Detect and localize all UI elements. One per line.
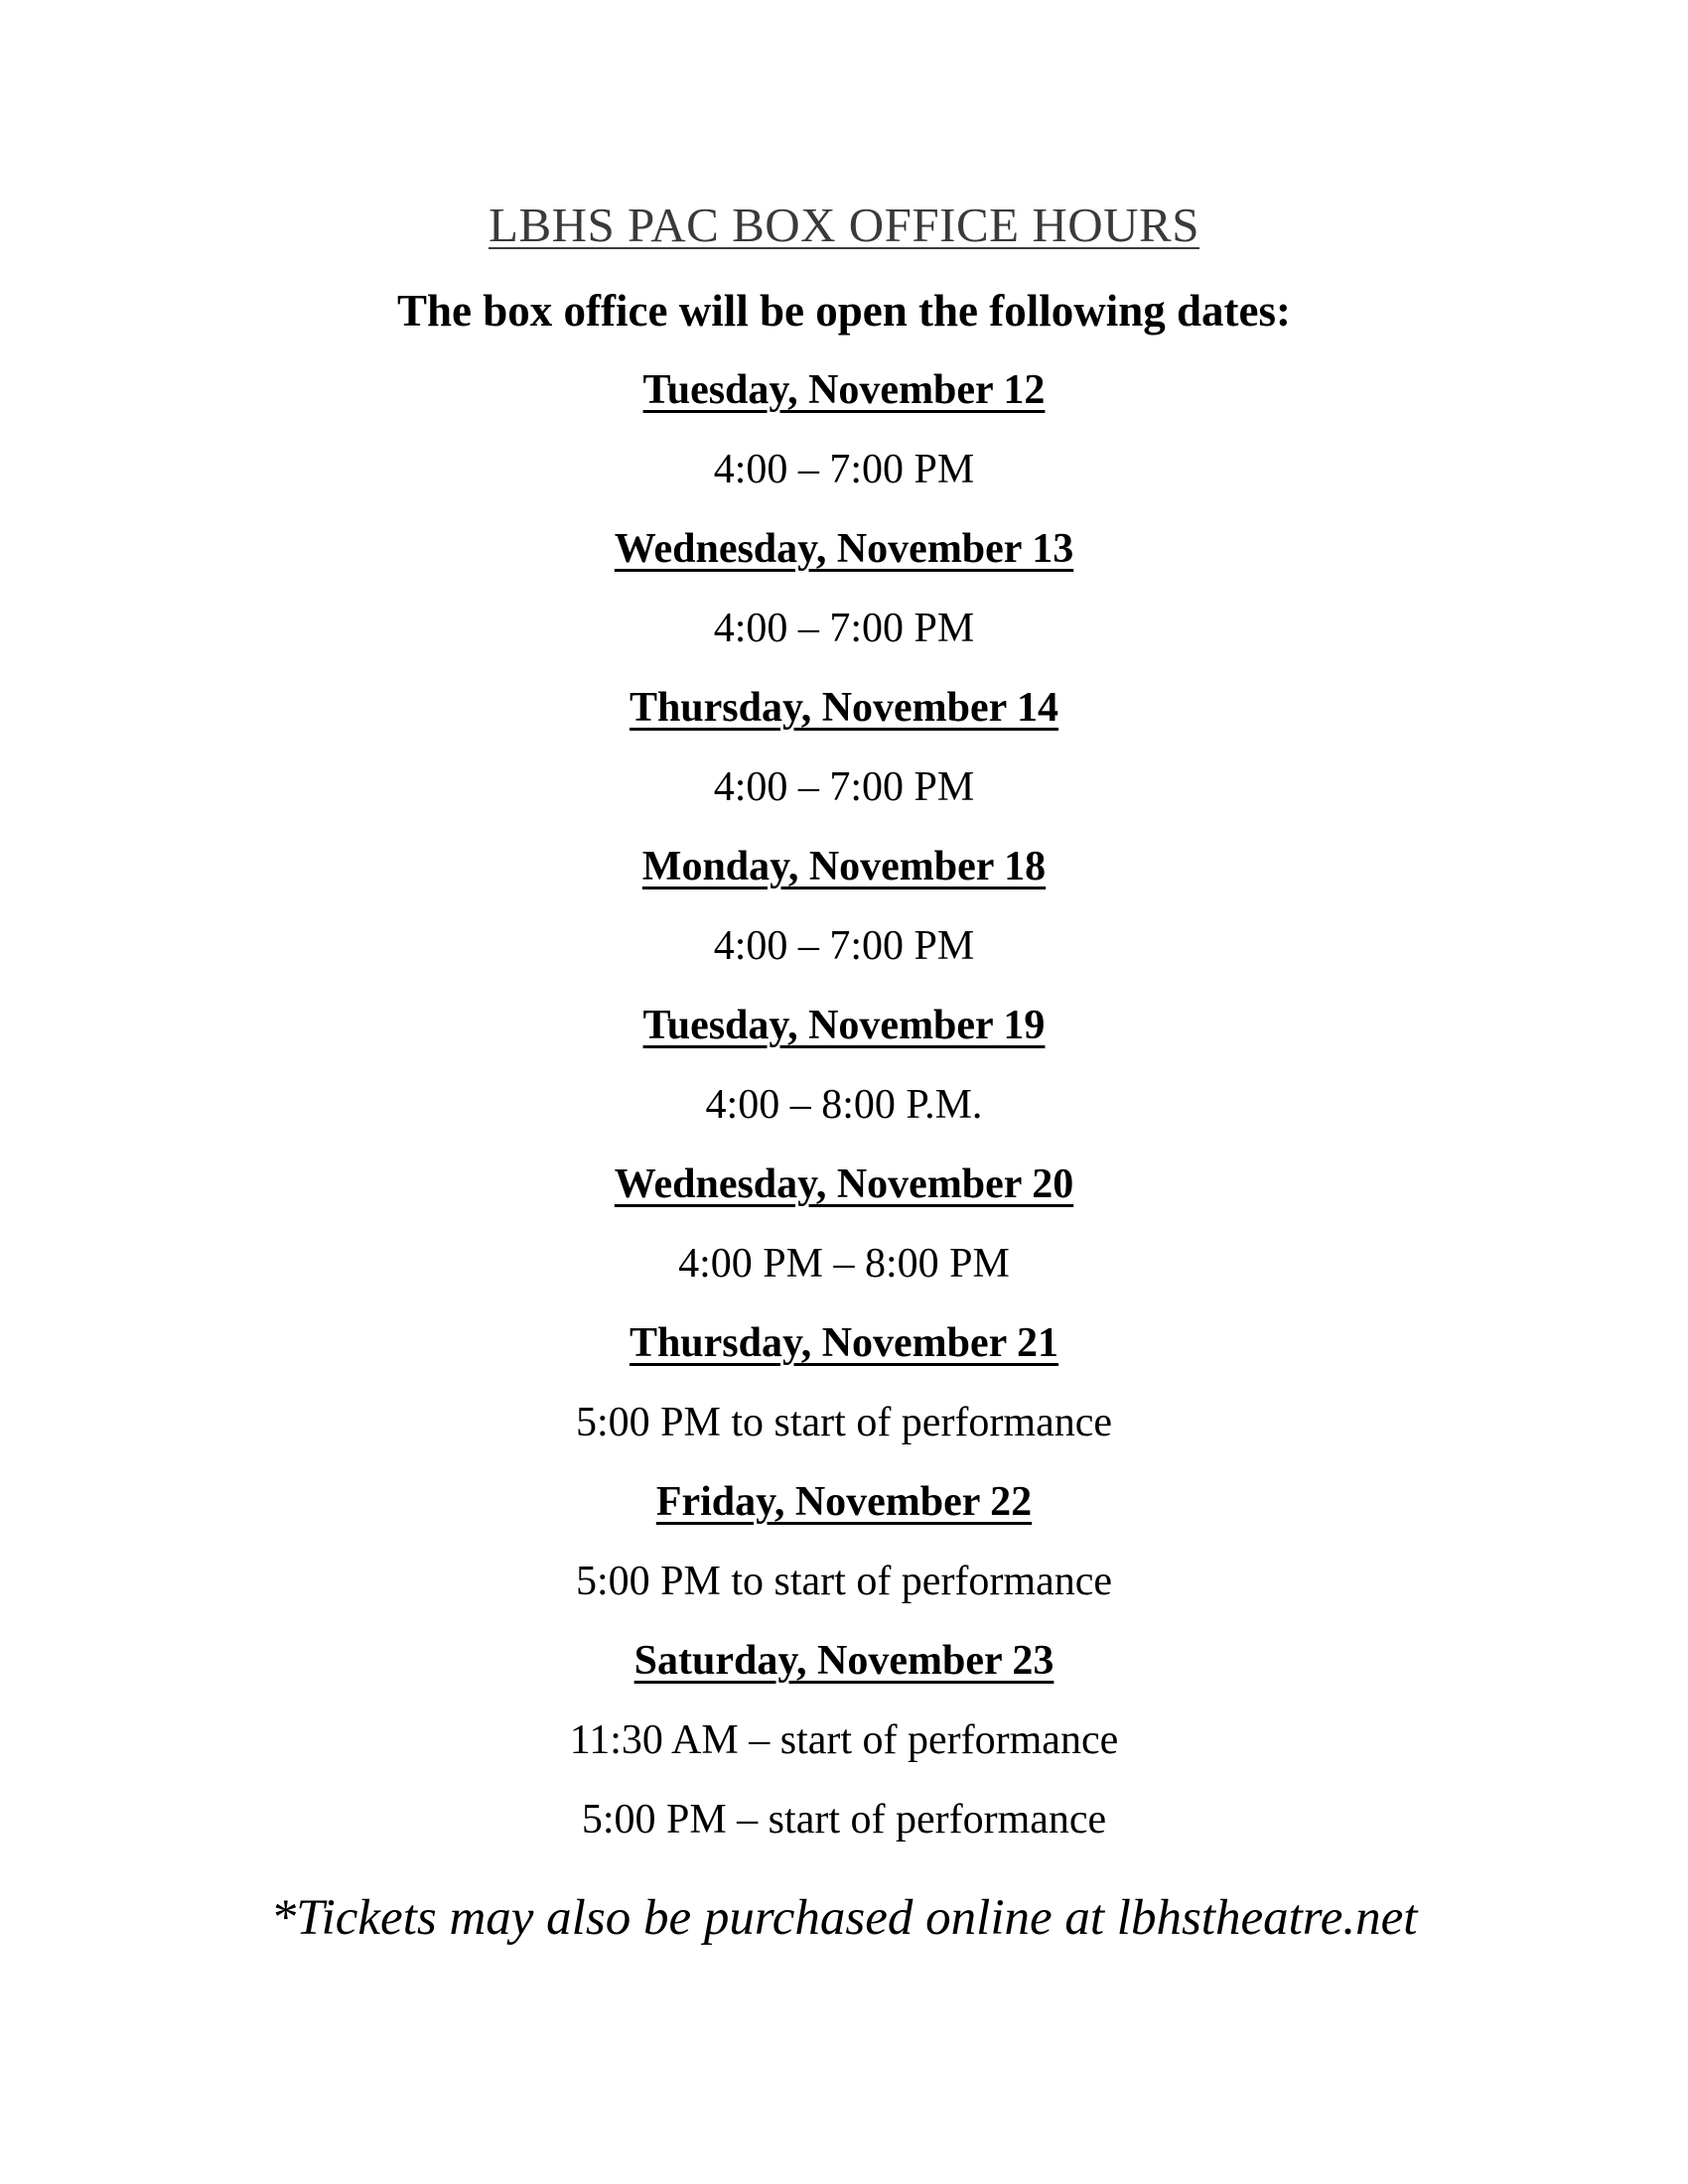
schedule-day: Wednesday, November 13: [614, 526, 1074, 572]
schedule-time: 5:00 PM to start of performance: [575, 1559, 1113, 1604]
schedule-time: 4:00 PM – 8:00 PM: [678, 1241, 1010, 1287]
schedule-time: 4:00 – 7:00 PM: [713, 606, 975, 651]
schedule-day: Friday, November 22: [655, 1479, 1033, 1525]
schedule-day: Tuesday, November 19: [642, 1003, 1046, 1048]
subtitle: The box office will be open the following dates:: [397, 286, 1291, 336]
online-tickets-note: *Tickets may also be purchased online at lbhstheatre.net: [270, 1890, 1418, 1946]
schedule-time: 4:00 – 7:00 PM: [713, 923, 975, 969]
schedule-day: Thursday, November 14: [629, 685, 1059, 731]
schedule-day: Tuesday, November 12: [642, 367, 1046, 413]
schedule-time: 5:00 PM to start of performance: [575, 1400, 1113, 1445]
schedule-time: 4:00 – 7:00 PM: [713, 764, 975, 810]
schedule-time: 11:30 AM – start of performance: [569, 1717, 1119, 1763]
schedule-time: 5:00 PM – start of performance: [581, 1797, 1107, 1843]
schedule-day: Wednesday, November 20: [614, 1161, 1074, 1207]
page-title: LBHS PAC BOX OFFICE HOURS: [489, 198, 1199, 252]
schedule-day: Saturday, November 23: [633, 1638, 1055, 1684]
schedule-day: Monday, November 18: [641, 844, 1047, 889]
schedule-time: 4:00 – 8:00 P.M.: [705, 1082, 983, 1128]
schedule-day: Thursday, November 21: [629, 1320, 1059, 1366]
schedule-time: 4:00 – 7:00 PM: [713, 447, 975, 492]
